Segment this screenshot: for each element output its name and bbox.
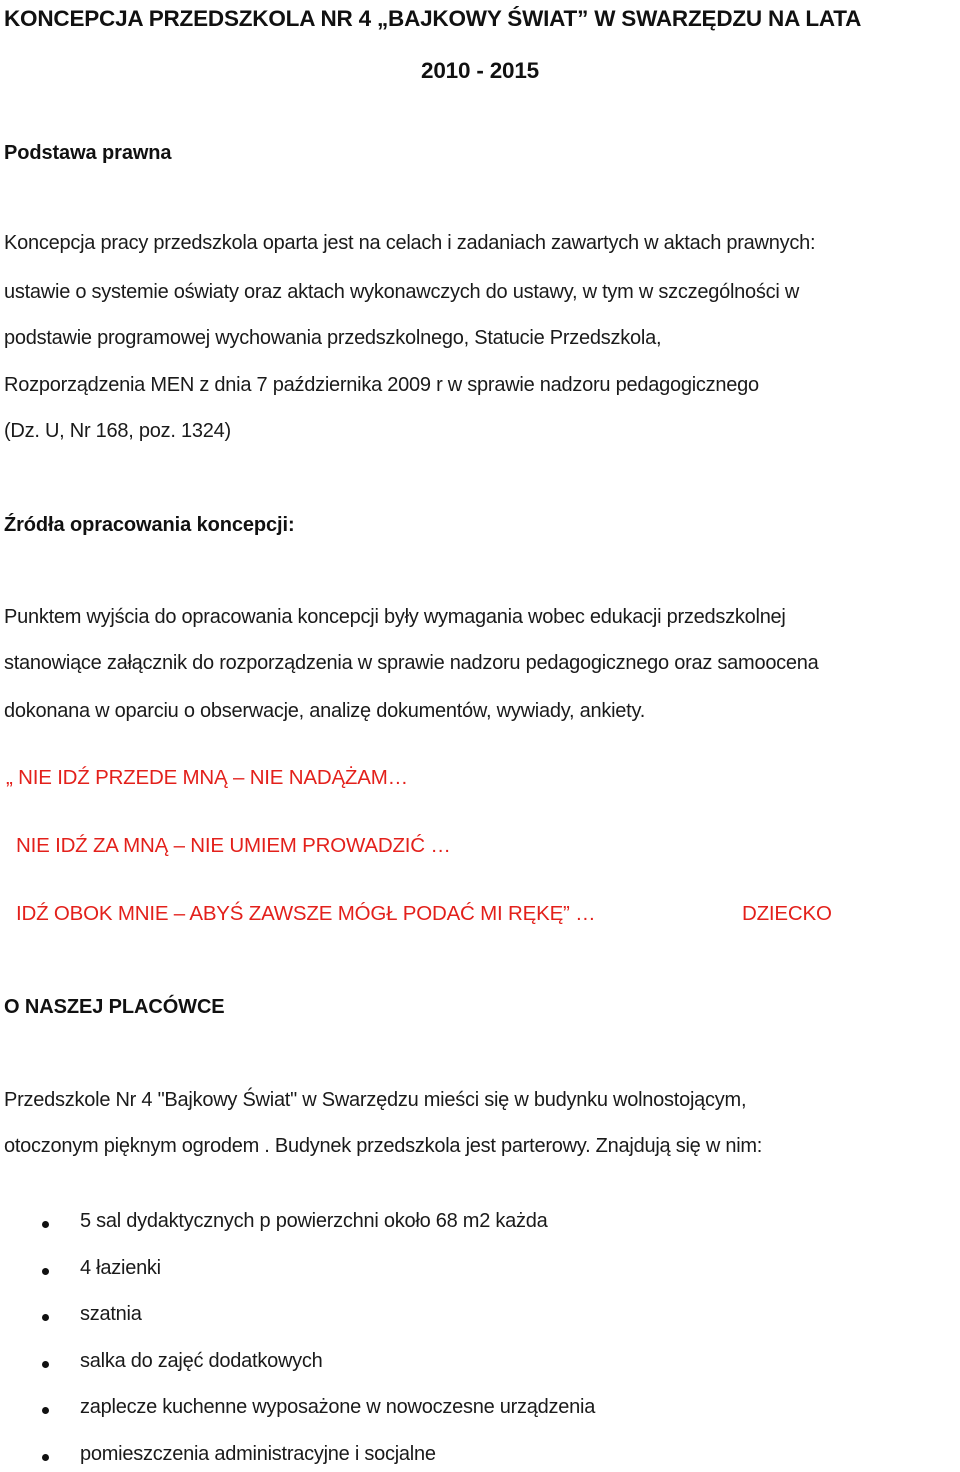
bullet-dot-icon <box>42 1268 49 1275</box>
legal-paragraph-line: Koncepcja pracy przedszkola oparta jest na celach i zadaniach zawartych w aktach prawnych: <box>4 232 816 254</box>
document-title-line1: KONCEPCJA PRZEDSZKOLA NR 4 „BAJKOWY ŚWIAT” W SWARZĘDZU NA LATA <box>4 6 862 31</box>
legal-paragraph-line: podstawie programowej wychowania przedszkolnego, Statucie Przedszkola, <box>4 327 662 349</box>
section-heading-about: O NASZEJ PLACÓWCE <box>4 996 225 1018</box>
document-title-years: 2010 - 2015 <box>421 58 539 83</box>
list-item: 4 łazienki <box>80 1257 161 1279</box>
bullet-dot-icon <box>42 1407 49 1414</box>
legal-paragraph-line: (Dz. U, Nr 168, poz. 1324) <box>4 420 231 442</box>
section-heading-legal-basis: Podstawa prawna <box>4 142 172 164</box>
about-paragraph-line: Przedszkole Nr 4 "Bajkowy Świat" w Swarzędzu mieści się w budynku wolnostojącym, <box>4 1089 747 1111</box>
bullet-dot-icon <box>42 1454 49 1461</box>
about-paragraph-line: otoczonym pięknym ogrodem . Budynek przedszkola jest parterowy. Znajdują się w nim: <box>4 1135 763 1157</box>
list-item: pomieszczenia administracyjne i socjalne <box>80 1443 436 1465</box>
quote-line-3: IDŹ OBOK MNIE – ABYŚ ZAWSZE MÓGŁ PODAĆ MI RĘKĘ” … <box>16 902 596 925</box>
list-item: szatnia <box>80 1303 142 1325</box>
legal-paragraph-line: ustawie o systemie oświaty oraz aktach wykonawczych do ustawy, w tym w szczególności w <box>4 281 800 303</box>
sources-paragraph-line: dokonana w oparciu o obserwacje, analizę dokumentów, wywiady, ankiety. <box>4 700 646 722</box>
bullet-dot-icon <box>42 1361 49 1368</box>
list-item: 5 sal dydaktycznych p powierzchni około 68 m2 każda <box>80 1210 548 1232</box>
sources-paragraph-line: stanowiące załącznik do rozporządzenia w sprawie nadzoru pedagogicznego oraz samoocena <box>4 652 819 674</box>
bullet-dot-icon <box>42 1221 49 1228</box>
bullet-dot-icon <box>42 1314 49 1321</box>
sources-paragraph-line: Punktem wyjścia do opracowania koncepcji były wymagania wobec edukacji przedszkolnej <box>4 606 786 628</box>
quote-line-2: NIE IDŹ ZA MNĄ – NIE UMIEM PROWADZIĆ … <box>16 834 451 857</box>
section-heading-sources: Źródła opracowania koncepcji: <box>4 514 295 536</box>
quote-line-1: „ NIE IDŹ PRZEDE MNĄ – NIE NADĄŻAM… <box>6 766 408 789</box>
list-item: zaplecze kuchenne wyposażone w nowoczesne urządzenia <box>80 1396 596 1418</box>
quote-author: DZIECKO <box>742 902 832 925</box>
legal-paragraph-line: Rozporządzenia MEN z dnia 7 października 2009 r w sprawie nadzoru pedagogicznego <box>4 374 759 396</box>
list-item: salka do zajęć dodatkowych <box>80 1350 323 1372</box>
